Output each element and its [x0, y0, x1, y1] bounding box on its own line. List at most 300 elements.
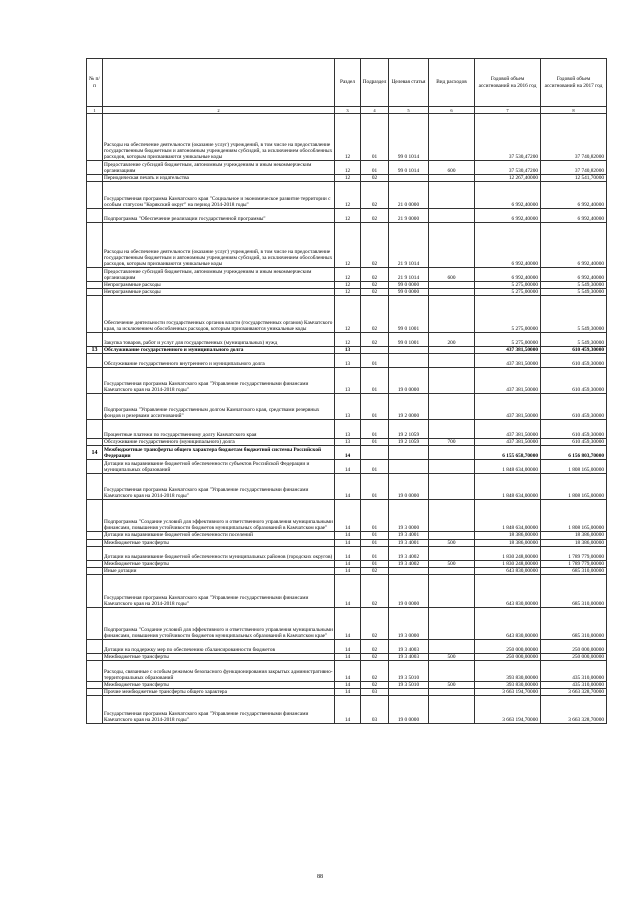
table-row — [87, 223, 607, 268]
row-target-article: 19 3 5010 — [389, 681, 429, 688]
table-row — [87, 114, 607, 161]
row-number — [87, 474, 103, 500]
row-amount-2016: 5 275,00000 — [475, 282, 541, 289]
row-target-article: 19 0 0000 — [389, 696, 429, 724]
row-podrazdel: 01 — [361, 368, 389, 394]
row-target-article: 19 3 4002 — [389, 546, 429, 560]
row-expense-type — [429, 660, 475, 681]
row-expense-type: 500 — [429, 653, 475, 660]
header-expense-type: Вид расходов — [429, 59, 475, 107]
row-amount-2016: 393 830,00000 — [475, 681, 541, 688]
row-amount-2017: 12 541,70000 — [541, 175, 607, 182]
row-razdel: 12 — [335, 114, 361, 161]
row-podrazdel: 01 — [361, 532, 389, 539]
row-podrazdel: 02 — [361, 175, 389, 182]
row-podrazdel: 01 — [361, 474, 389, 500]
row-razdel: 13 — [335, 354, 361, 368]
row-target-article — [389, 689, 429, 696]
row-name: Подпрограмма "Управление государственным долгом Камчатского края, средствами резервных фондов и резервами ассигнований" — [103, 394, 335, 420]
row-razdel: 14 — [335, 653, 361, 660]
row-amount-2016: 643 830,00000 — [475, 607, 541, 639]
row-amount-2017: 6 992,40000 — [541, 182, 607, 209]
row-name: Межбюджетные трансферты общего характера бюджетам бюджетной системы Российской Федерации — [103, 446, 335, 460]
row-target-article: 21 0 0000 — [389, 182, 429, 209]
row-razdel: 12 — [335, 268, 361, 282]
row-amount-2016: 250 000,00000 — [475, 653, 541, 660]
row-amount-2016: 437 381,50000 — [475, 394, 541, 420]
row-razdel: 12 — [335, 223, 361, 268]
row-amount-2017: 1 789 779,00000 — [541, 560, 607, 567]
row-target-article: 99 0 0000 — [389, 289, 429, 296]
table-row — [87, 639, 607, 653]
row-number: 14 — [87, 446, 103, 460]
row-number — [87, 394, 103, 420]
table-body — [87, 114, 607, 724]
row-expense-type — [429, 460, 475, 474]
row-target-article — [389, 354, 429, 368]
row-name: Государственная программа Камчатского края "Управление государственными финансами Камчатского края на 2014-2018 годы" — [103, 696, 335, 724]
row-number — [87, 532, 103, 539]
row-number — [87, 574, 103, 607]
row-podrazdel: 01 — [361, 546, 389, 560]
table-row — [87, 333, 607, 347]
row-amount-2017: 250 000,00000 — [541, 653, 607, 660]
row-number — [87, 439, 103, 446]
row-amount-2016: 437 381,50000 — [475, 347, 541, 354]
table-row — [87, 209, 607, 223]
row-razdel: 14 — [335, 474, 361, 500]
row-razdel: 12 — [335, 296, 361, 333]
table-row — [87, 653, 607, 660]
table-row — [87, 532, 607, 539]
row-expense-type — [429, 289, 475, 296]
row-razdel: 13 — [335, 394, 361, 420]
table-row — [87, 354, 607, 368]
row-razdel: 12 — [335, 175, 361, 182]
row-target-article — [389, 175, 429, 182]
row-expense-type — [429, 114, 475, 161]
row-podrazdel — [361, 347, 389, 354]
row-target-article: 99 0 1001 — [389, 333, 429, 347]
table-row — [87, 175, 607, 182]
row-name: Прочие межбюджетные трансферты общего характера — [103, 689, 335, 696]
row-amount-2016: 6 155 658,70000 — [475, 446, 541, 460]
row-expense-type — [429, 296, 475, 333]
row-name: Предоставление субсидий бюджетным, автономным учреждениям и иным некоммерческим организациям — [103, 161, 335, 175]
row-podrazdel: 02 — [361, 639, 389, 653]
row-amount-2016: 437 381,50000 — [475, 420, 541, 439]
row-podrazdel: 01 — [361, 354, 389, 368]
row-target-article: 19 3 0000 — [389, 607, 429, 639]
row-podrazdel: 02 — [361, 296, 389, 333]
column-number: 5 — [389, 107, 429, 114]
row-podrazdel: 02 — [361, 574, 389, 607]
row-podrazdel: 01 — [361, 500, 389, 532]
row-number — [87, 696, 103, 724]
row-amount-2017: 250 000,00000 — [541, 639, 607, 653]
row-amount-2016: 393 830,00000 — [475, 660, 541, 681]
row-name: Обслуживание государственного (муниципального) долга — [103, 439, 335, 446]
row-expense-type: 500 — [429, 560, 475, 567]
table-row — [87, 574, 607, 607]
table-row — [87, 182, 607, 209]
row-expense-type: 500 — [429, 539, 475, 546]
row-amount-2016: 6 992,40000 — [475, 268, 541, 282]
row-name: Непрограммные расходы — [103, 282, 335, 289]
table-row — [87, 546, 607, 560]
row-target-article: 19 3 4001 — [389, 532, 429, 539]
table-row — [87, 567, 607, 574]
row-name: Государственная программа Камчатского края "Управление государственными финансами Камчатского края на 2014-2018 годы" — [103, 368, 335, 394]
row-podrazdel: 02 — [361, 182, 389, 209]
column-number-row — [87, 107, 607, 114]
row-target-article — [389, 446, 429, 460]
table-row — [87, 161, 607, 175]
row-podrazdel: 01 — [361, 460, 389, 474]
row-amount-2016: 1 848 634,00000 — [475, 500, 541, 532]
row-name: Периодическая печать и издательства — [103, 175, 335, 182]
header-no: № п/п — [87, 59, 103, 107]
row-amount-2017: 610 459,30000 — [541, 420, 607, 439]
row-podrazdel: 03 — [361, 696, 389, 724]
table-row — [87, 607, 607, 639]
table-row — [87, 368, 607, 394]
column-number: 6 — [429, 107, 475, 114]
row-amount-2016: 1 848 634,00000 — [475, 474, 541, 500]
row-name: Межбюджетные трансферты — [103, 560, 335, 567]
row-expense-type — [429, 182, 475, 209]
header-target-article: Целевая статья — [389, 59, 429, 107]
row-name: Предоставление субсидий бюджетным, автономным учреждениям и иным некоммерческим организациям — [103, 268, 335, 282]
table-row — [87, 460, 607, 474]
row-amount-2017: 3 663 328,70000 — [541, 689, 607, 696]
row-amount-2017: 5 549,30000 — [541, 289, 607, 296]
row-number: 13 — [87, 347, 103, 354]
row-amount-2016: 37 530,47200 — [475, 114, 541, 161]
row-razdel: 12 — [335, 333, 361, 347]
row-name: Дотации на выравнивание бюджетной обеспеченности муниципальных районов (городских округов) — [103, 546, 335, 560]
row-podrazdel: 01 — [361, 114, 389, 161]
header-razdel: Раздел — [335, 59, 361, 107]
row-amount-2017: 435 310,00000 — [541, 681, 607, 688]
row-number — [87, 209, 103, 223]
row-amount-2016: 6 992,40000 — [475, 209, 541, 223]
row-number — [87, 539, 103, 546]
row-target-article: 21 9 0000 — [389, 209, 429, 223]
row-razdel: 14 — [335, 460, 361, 474]
row-amount-2017: 610 459,30000 — [541, 347, 607, 354]
row-number — [87, 660, 103, 681]
row-expense-type — [429, 500, 475, 532]
row-name: Дотации на поддержку мер по обеспечению сбалансированности бюджетов — [103, 639, 335, 653]
row-podrazdel: 01 — [361, 161, 389, 175]
row-podrazdel: 02 — [361, 660, 389, 681]
row-amount-2017: 610 459,30000 — [541, 354, 607, 368]
row-razdel: 14 — [335, 539, 361, 546]
row-target-article: 19 2 1059 — [389, 439, 429, 446]
header-row — [87, 59, 607, 107]
row-expense-type — [429, 639, 475, 653]
table-row — [87, 268, 607, 282]
row-amount-2017: 1 808 165,00000 — [541, 474, 607, 500]
row-amount-2017: 5 549,30000 — [541, 333, 607, 347]
row-number — [87, 223, 103, 268]
row-podrazdel — [361, 446, 389, 460]
row-number — [87, 681, 103, 688]
row-amount-2016: 250 000,00000 — [475, 639, 541, 653]
row-podrazdel: 02 — [361, 653, 389, 660]
row-expense-type — [429, 607, 475, 639]
row-podrazdel: 03 — [361, 689, 389, 696]
row-target-article: 19 2 0000 — [389, 394, 429, 420]
row-amount-2016: 18 386,00000 — [475, 532, 541, 539]
row-expense-type — [429, 223, 475, 268]
row-razdel: 14 — [335, 500, 361, 532]
header-amount-2016: Годовой объем ассигнований на 2016 год — [475, 59, 541, 107]
row-name: Обеспечение деятельности государственных органов власти (государственных органов) Камчатского края, за исключением обособленных расходов, которым присваиваются уникальные коды — [103, 296, 335, 333]
row-amount-2017: 610 459,30000 — [541, 368, 607, 394]
row-name: Обслуживание государственного внутреннего и муниципального долга — [103, 354, 335, 368]
row-name: Непрограммные расходы — [103, 289, 335, 296]
row-target-article: 19 0 0000 — [389, 368, 429, 394]
column-number: 4 — [361, 107, 389, 114]
row-razdel: 13 — [335, 439, 361, 446]
row-amount-2016: 6 992,40000 — [475, 223, 541, 268]
row-amount-2016: 5 275,00000 — [475, 296, 541, 333]
row-expense-type — [429, 282, 475, 289]
row-number — [87, 567, 103, 574]
row-number — [87, 268, 103, 282]
row-razdel: 14 — [335, 681, 361, 688]
row-name: Межбюджетные трансферты — [103, 539, 335, 546]
row-expense-type — [429, 446, 475, 460]
row-amount-2017: 37 740,82000 — [541, 161, 607, 175]
table-row — [87, 296, 607, 333]
row-name: Дотации на выравнивание бюджетной обеспеченности субъектов Российской Федерации и муниципальных образований — [103, 460, 335, 474]
row-razdel: 14 — [335, 546, 361, 560]
table-row — [87, 500, 607, 532]
row-expense-type — [429, 175, 475, 182]
row-name: Расходы на обеспечение деятельности (оказание услуг) учреждений, в том числе на предоставление государственным бюджетным и автономным учреждениям субсидий, за исключением обособленных расходов, которым присваиваются уникальные коды — [103, 223, 335, 268]
row-podrazdel: 01 — [361, 539, 389, 546]
row-razdel: 14 — [335, 607, 361, 639]
row-target-article: 19 3 4001 — [389, 539, 429, 546]
row-amount-2017: 6 992,40000 — [541, 223, 607, 268]
budget-table — [86, 58, 607, 724]
row-amount-2017: 37 740,82000 — [541, 114, 607, 161]
row-target-article: 19 3 4002 — [389, 560, 429, 567]
row-amount-2016: 12 267,40000 — [475, 175, 541, 182]
row-name: Государственная программа Камчатского края "Управление государственными финансами Камчатского края на 2014-2018 годы" — [103, 474, 335, 500]
row-number — [87, 546, 103, 560]
row-target-article — [389, 460, 429, 474]
row-razdel: 14 — [335, 446, 361, 460]
row-expense-type: 700 — [429, 439, 475, 446]
row-podrazdel: 02 — [361, 333, 389, 347]
header-amount-2017: Годовой объем ассигнований на 2017 год — [541, 59, 607, 107]
row-amount-2017: 435 310,00000 — [541, 660, 607, 681]
row-amount-2016: 643 830,00000 — [475, 574, 541, 607]
row-razdel: 12 — [335, 209, 361, 223]
row-razdel: 14 — [335, 660, 361, 681]
row-expense-type — [429, 420, 475, 439]
row-number — [87, 289, 103, 296]
row-target-article: 19 3 4003 — [389, 653, 429, 660]
row-target-article — [389, 347, 429, 354]
row-podrazdel: 01 — [361, 394, 389, 420]
row-podrazdel: 02 — [361, 282, 389, 289]
row-razdel: 12 — [335, 182, 361, 209]
row-number — [87, 639, 103, 653]
row-amount-2016: 643 830,00000 — [475, 567, 541, 574]
column-number: 8 — [541, 107, 607, 114]
row-razdel: 14 — [335, 532, 361, 539]
row-number — [87, 368, 103, 394]
table-row — [87, 394, 607, 420]
row-amount-2017: 1 789 779,00000 — [541, 546, 607, 560]
row-number — [87, 182, 103, 209]
row-razdel: 14 — [335, 567, 361, 574]
table-row — [87, 681, 607, 688]
row-amount-2017: 685 310,00000 — [541, 567, 607, 574]
row-target-article: 21 9 1014 — [389, 268, 429, 282]
header-podrazdel: Подраздел — [361, 59, 389, 107]
row-amount-2016: 5 275,00000 — [475, 289, 541, 296]
row-target-article: 19 0 0000 — [389, 474, 429, 500]
row-expense-type — [429, 689, 475, 696]
row-number — [87, 500, 103, 532]
column-number: 2 — [103, 107, 335, 114]
row-target-article: 99 0 1014 — [389, 114, 429, 161]
row-target-article: 19 3 0000 — [389, 500, 429, 532]
row-expense-type: 600 — [429, 268, 475, 282]
row-podrazdel: 02 — [361, 681, 389, 688]
table-row — [87, 446, 607, 460]
table-row — [87, 439, 607, 446]
table-row — [87, 689, 607, 696]
row-razdel: 14 — [335, 574, 361, 607]
row-amount-2017: 6 992,40000 — [541, 209, 607, 223]
row-podrazdel: 02 — [361, 567, 389, 574]
row-razdel: 13 — [335, 368, 361, 394]
row-expense-type: 600 — [429, 161, 475, 175]
row-name: Межбюджетные трансферты — [103, 653, 335, 660]
row-amount-2017: 18 386,00000 — [541, 532, 607, 539]
row-name: Иные дотации — [103, 567, 335, 574]
row-expense-type — [429, 696, 475, 724]
row-expense-type — [429, 368, 475, 394]
row-expense-type — [429, 354, 475, 368]
row-number — [87, 560, 103, 567]
row-name: Государственная программа Камчатского края "Социальное и экономическое развитие территории с особым статусом "Корякский округ" на период 2014-2018 годы" — [103, 182, 335, 209]
row-expense-type: 500 — [429, 681, 475, 688]
row-razdel: 14 — [335, 639, 361, 653]
budget-table-page — [86, 58, 606, 724]
row-amount-2016: 37 530,47200 — [475, 161, 541, 175]
row-number — [87, 296, 103, 333]
row-expense-type — [429, 474, 475, 500]
table-row — [87, 347, 607, 354]
row-expense-type — [429, 567, 475, 574]
row-amount-2017: 685 310,00000 — [541, 574, 607, 607]
row-number — [87, 420, 103, 439]
row-expense-type: 200 — [429, 333, 475, 347]
row-name: Расходы, связанные с особым режимом безопасного функционирования закрытых административно-территориальных образований — [103, 660, 335, 681]
row-target-article: 99 0 1001 — [389, 296, 429, 333]
table-row — [87, 420, 607, 439]
row-expense-type — [429, 532, 475, 539]
row-expense-type — [429, 394, 475, 420]
row-number — [87, 607, 103, 639]
row-amount-2017: 18 386,00000 — [541, 539, 607, 546]
row-amount-2017: 5 549,30000 — [541, 296, 607, 333]
row-amount-2016: 1 830 248,00000 — [475, 546, 541, 560]
row-podrazdel: 01 — [361, 420, 389, 439]
row-podrazdel: 02 — [361, 289, 389, 296]
table-row — [87, 539, 607, 546]
row-amount-2017: 6 156 803,70000 — [541, 446, 607, 460]
row-number — [87, 282, 103, 289]
row-number — [87, 333, 103, 347]
row-podrazdel: 02 — [361, 268, 389, 282]
column-number: 7 — [475, 107, 541, 114]
row-expense-type — [429, 347, 475, 354]
row-razdel: 12 — [335, 282, 361, 289]
row-razdel: 14 — [335, 689, 361, 696]
row-amount-2016: 5 275,00000 — [475, 333, 541, 347]
row-expense-type — [429, 574, 475, 607]
row-amount-2016: 18 386,00000 — [475, 539, 541, 546]
row-target-article: 99 0 1014 — [389, 161, 429, 175]
row-name: Межбюджетные трансферты — [103, 681, 335, 688]
row-amount-2016: 1 830 248,00000 — [475, 560, 541, 567]
column-number: 1 — [87, 107, 103, 114]
header-name — [103, 59, 335, 107]
row-target-article: 19 3 5010 — [389, 660, 429, 681]
row-name: Подпрограмма "Создание условий для эффективного и ответственного управления муниципальными финансами, повышения устойчивости бюджетов муниципальных образований в Камчатском крае" — [103, 607, 335, 639]
table-row — [87, 660, 607, 681]
row-podrazdel: 01 — [361, 560, 389, 567]
row-name: Закупка товаров, работ и услуг для государственных (муниципальных) нужд — [103, 333, 335, 347]
row-podrazdel: 02 — [361, 209, 389, 223]
row-amount-2017: 610 459,30000 — [541, 439, 607, 446]
row-expense-type — [429, 209, 475, 223]
row-amount-2016: 3 663 194,70000 — [475, 689, 541, 696]
row-razdel: 12 — [335, 161, 361, 175]
row-name: Расходы на обеспечение деятельности (оказание услуг) учреждений, в том числе на предоставление государственным бюджетным и автономным учреждениям субсидий, за исключением обособленных расходов, которым присваиваются уникальные коды — [103, 114, 335, 161]
row-name: Обслуживание государственного и муниципального долга — [103, 347, 335, 354]
row-number — [87, 460, 103, 474]
row-amount-2017: 1 808 165,00000 — [541, 460, 607, 474]
row-razdel: 12 — [335, 289, 361, 296]
row-name: Подпрограмма "Обеспечение реализации государственной программы" — [103, 209, 335, 223]
row-razdel: 13 — [335, 347, 361, 354]
row-name: Процентные платежи по государственному долгу Камчатского края — [103, 420, 335, 439]
row-amount-2017: 685 310,00000 — [541, 607, 607, 639]
row-target-article — [389, 567, 429, 574]
row-expense-type — [429, 546, 475, 560]
row-name: Государственная программа Камчатского края "Управление государственными финансами Камчатского края на 2014-2018 годы" — [103, 574, 335, 607]
table-row — [87, 282, 607, 289]
row-target-article: 21 9 1014 — [389, 223, 429, 268]
page-number: 88 — [317, 874, 323, 880]
row-amount-2016: 3 663 194,70000 — [475, 696, 541, 724]
row-target-article: 19 0 0000 — [389, 574, 429, 607]
row-name: Подпрограмма "Создание условий для эффективного и ответственного управления муниципальными финансами, повышения устойчивости бюджетов муниципальных образований в Камчатском крае" — [103, 500, 335, 532]
row-podrazdel: 02 — [361, 607, 389, 639]
row-amount-2016: 437 381,50000 — [475, 354, 541, 368]
row-amount-2016: 6 992,40000 — [475, 182, 541, 209]
